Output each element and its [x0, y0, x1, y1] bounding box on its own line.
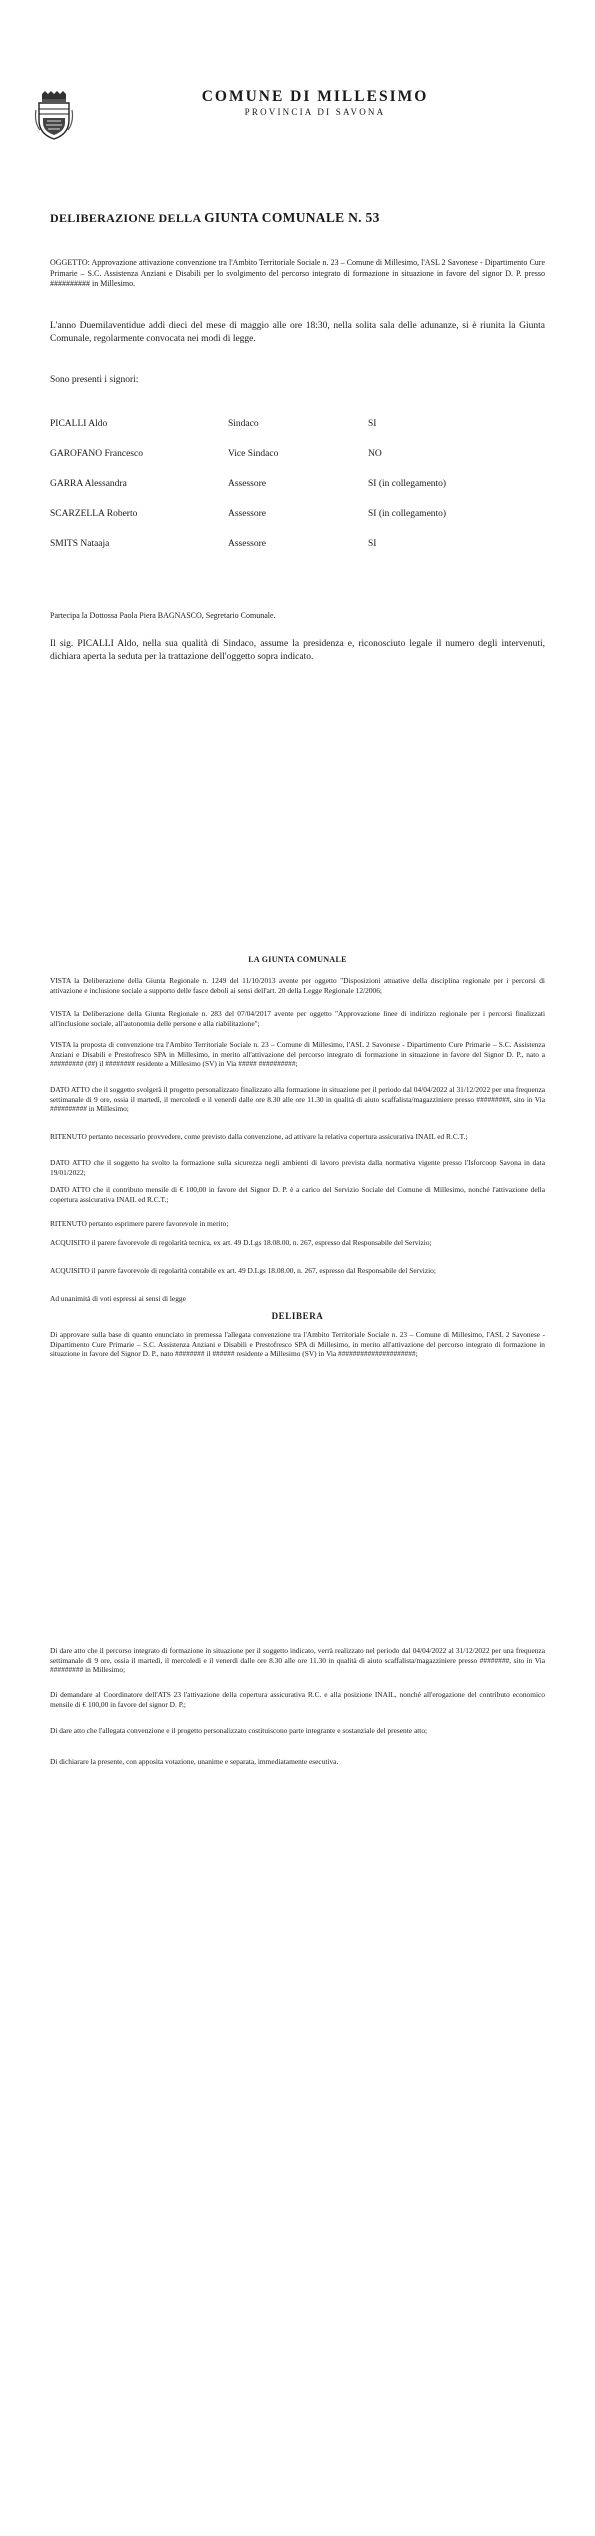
- member-presence: SI (in collegamento): [368, 509, 447, 519]
- member-role: Assessore: [228, 539, 266, 549]
- delibera-paragraph: Di approvare sulla base di quanto enunciato in premessa l'allegata convenzione tra l'Ambito Territoriale Sociale n. 23 – Comune di Millesimo, l'ASL 2 Savonese - Dipartimento Cure Primarie – S.C. Assistenza Anziani e Disabili e Prestofresco SPA di Millesimo, in merito all'attivazione del percorso integrato di formazione in situazione in favore del Signor D. P., nato ######## il ###### residente a Millesimo (SV) in Via #####################;: [50, 1330, 545, 1359]
- member-presence: SI: [368, 539, 377, 549]
- member-name: GAROFANO Francesco: [50, 449, 143, 459]
- member-presence: SI (in collegamento): [368, 479, 447, 489]
- oggetto-text: OGGETTO: Approvazione attivazione convenzione tra l'Ambito Territoriale Sociale n. 23 – Comune di Millesimo, l'ASL 2 Savonese - Dipartimento Cure Primarie – S.C. Assistenza Anziani e Disabili per lo svolgimento del percorso integrato di formazione in situazione in favore del signor D. P. presso ########## in Millesimo.: [50, 258, 545, 288]
- giunta-heading: LA GIUNTA COMUNALE: [248, 955, 347, 964]
- comune-title: COMUNE DI MILLESIMO: [201, 88, 429, 105]
- deliberation-title-prefix: DELIBERAZIONE DELLA: [50, 211, 201, 225]
- considerando-paragraph: VISTA la Deliberazione della Giunta Regionale n. 1249 del 11/10/2013 avente per oggetto "Disposizioni attuative della disciplina regionale per i percorsi di attivazione e inclusione sociale a supporto delle fasce deboli ai sensi dell'art. 20 della Legge Regionale 12/2006;: [50, 976, 545, 995]
- considerando-paragraph: ACQUISITO il parere favorevole di regolarità contabile ex art. 49 D.Lgs 18.08.00, n. 267, espresso dal Responsabile del Servizio;: [50, 1266, 436, 1275]
- member-name: PICALLI Aldo: [50, 419, 108, 429]
- delibera-paragraph: Di dare atto che l'allegata convenzione e il progetto personalizzato costituiscono parte integrante e sostanziale del presente atto;: [50, 1726, 428, 1735]
- member-role: Assessore: [228, 509, 266, 519]
- considerando-paragraph: RITENUTO pertanto esprimere parere favorevole in merito;: [50, 1219, 229, 1228]
- considerando-paragraph: VISTA la proposta di convenzione tra l'Ambito Territoriale Sociale n. 23 – Comune di Millesimo, l'ASL 2 Savonese - Dipartimento Cure Primarie – S.C. Assistenza Anziani e Disabili e Prestofresco SPA in Millesimo, in merito all'attivazione del percorso integrato di formazione in situazione in favore del Signor D. P., nato a ######### (##) il ######## residente a Millesimo (SV) in Via ##### ##########;: [50, 1040, 545, 1069]
- member-name: SCARZELLA Roberto: [50, 509, 138, 519]
- member-name: GARRA Alessandra: [50, 479, 127, 489]
- member-name: SMITS Nataaja: [50, 539, 110, 549]
- coat-of-arms-logo: [34, 90, 74, 140]
- considerando-paragraph: DATO ATTO che il soggetto svolgerà il progetto personalizzato finalizzato alla formazione in situazione per il periodo dal 04/04/2022 al 31/12/2022 per una frequenza settimanale di 9 ore, ossia il martedì, il mercoledì e il venerdì dalle ore 8.30 alle ore 11.30 in qualità di aiuto scaffalista/magazziniere presso #########, sito in Via ########## in Millesimo;: [50, 1085, 545, 1114]
- intro-text: L'anno Duemilaventidue addì dieci del mese di maggio alle ore 18:30, nella solita sala delle adunanze, si è riunita la Giunta Comunale, regolarmente convocata nei modi di legge.: [50, 321, 545, 344]
- member-role: Vice Sindaco: [228, 449, 279, 459]
- delibera-paragraph: Di demandare al Coordinatore dell'ATS 23 l'attivazione della copertura assicurativa R.C. e alla posizione INAIL, nonché all'erogazione del contributo economico mensile di € 100,00 in favore del signor D. P.;: [50, 1690, 545, 1709]
- member-role: Sindaco: [228, 419, 259, 429]
- deliberation-title: [50, 210, 550, 226]
- member-presence: SI: [368, 419, 377, 429]
- considerando-paragraph: DATO ATTO che il soggetto ha svolto la formazione sulla sicurezza negli ambienti di lavoro prevista dalla normativa vigente presso l'Isforcoop Savona in data 19/01/2022;: [50, 1158, 545, 1177]
- deliberation-title-main: GIUNTA COMUNALE N. 53: [204, 210, 380, 225]
- considerando-paragraph: VISTA la Deliberazione della Giunta Regionale n. 283 del 07/04/2017 avente per oggetto "Approvazione linee di indirizzo regionale per i percorsi finalizzati all'inclusione sociale, all'autonomia delle persone e alla riabilitazione";: [50, 1009, 545, 1028]
- considerando-paragraph: ACQUISITO il parere favorevole di regolarità tecnica, ex art. 49 D.Lgs 18.08.00, n. 267, espresso dal Responsabile del Servizio;: [50, 1238, 432, 1247]
- sindaco-text: Il sig. PICALLI Aldo, nella sua qualità di Sindaco, assume la presidenza e, riconosciuto legale il numero degli intervenuti, dichiara aperta la seduta per la trattazione dell'oggetto sopra indicato.: [50, 639, 545, 662]
- segretario-text: Partecipa la Dottossa Paola Piera BAGNASCO, Segretario Comunale.: [50, 611, 276, 620]
- member-role: Assessore: [228, 479, 266, 489]
- considerando-paragraph: DATO ATTO che il contributo mensile di € 100,00 in favore del Signor D. P. è a carico del Servizio Sociale del Comune di Millesimo, nonché l'attivazione della copertura assicurativa INAIL ed R.C.T.;: [50, 1185, 545, 1204]
- presenti-label: Sono presenti i signori:: [50, 375, 139, 385]
- member-presence: NO: [368, 449, 382, 459]
- delibera-paragraph: Di dare atto che il percorso integrato di formazione in situazione per il soggetto indicato, verrà realizzato nel periodo dal 04/04/2022 al 31/12/2022 per una frequenza settimanale di 9 ore, ossia il martedì, il mercoledì e il venerdì dalle ore 8.30 alle ore 11.30 in qualità di aiuto scaffalista/magazziniere presso ########, sito in Via ######### in Millesimo;: [50, 1646, 545, 1675]
- considerando-paragraph: Ad unanimità di voti espressi ai sensi di legge: [50, 1294, 186, 1303]
- document-header: [150, 88, 480, 118]
- considerando-paragraph: RITENUTO pertanto necessario provvedere, come previsto dalla convenzione, ad attivare la relativa copertura assicurativa INAIL ed R.C.T.;: [50, 1132, 468, 1141]
- delibera-paragraph: Di dichiarare la presente, con apposita votazione, unanime e separata, immediatamente esecutiva.: [50, 1757, 339, 1766]
- delibera-heading: DELIBERA: [271, 1311, 324, 1321]
- provincia-subtitle: PROVINCIA DI SAVONA: [244, 107, 386, 117]
